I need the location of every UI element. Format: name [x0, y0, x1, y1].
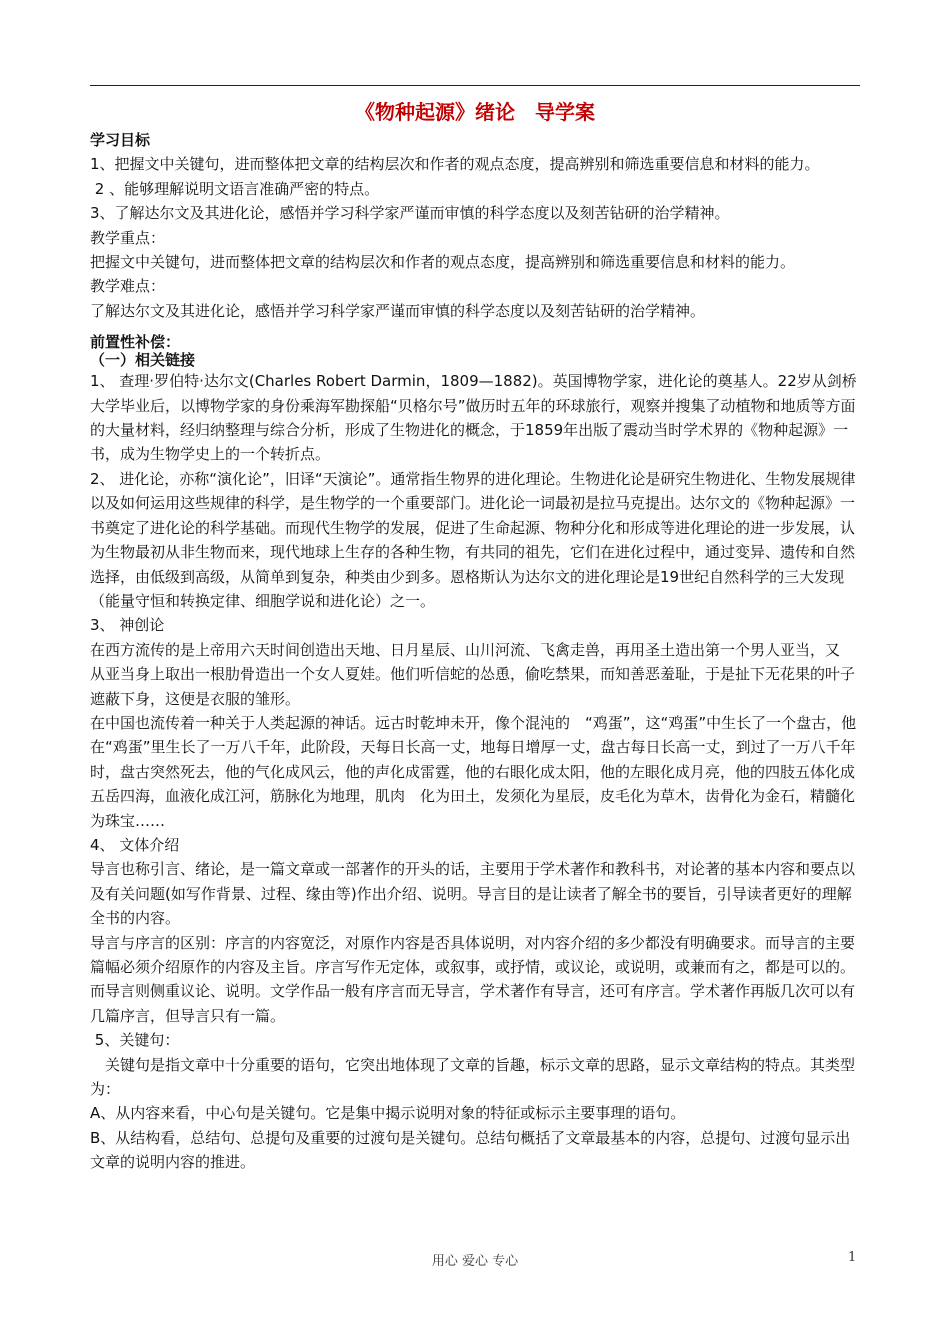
key-heading: 教学重点：	[90, 228, 166, 247]
item-5-type-b: B、从结构看，总结句、总提句及重要的过渡句是关键句。总结句概括了文章最基本的内容，总提句、过渡句显示出文章的说明内容的推进。	[90, 1128, 851, 1172]
item-3-heading: 3、 神创论	[90, 616, 165, 635]
key-text: 把握文中关键句，进而整体把文章的结构层次和作者的观点态度，提高辨别和筛选重要信息和材料的能力。	[90, 253, 796, 272]
header-rule	[90, 85, 860, 86]
difficulty-text: 了解达尔文及其进化论，感悟并学习科学家严谨而审慎的科学态度以及刻苦钻研的治学精神。	[90, 301, 706, 320]
page-number: 1	[848, 1250, 857, 1265]
item-4-heading: 4、 文体介绍	[90, 835, 180, 854]
item-5-heading: 5、关键句：	[90, 1031, 180, 1050]
item-5-paragraph-1: 关键句是指文章中十分重要的语句，它突出地体现了文章的旨趣，标示文章的思路，显示文章结构的特点。其类型为：	[90, 1055, 856, 1099]
difficulty-heading: 教学难点：	[90, 277, 166, 296]
document-title: 《物种起源》绪论 导学案	[355, 100, 595, 124]
goal-2: 2 、能够理解说明文语言准确严密的特点。	[90, 179, 380, 198]
section-gap	[90, 323, 862, 333]
item-4-paragraph-1: 导言也称引言、绪论，是一篇文章或一部著作的开头的话，主要用于学术著作和教科书，对论著的基本内容和要点以及有关问题(如写作背景、过程、缘由等)作出介绍、说明。导言目的是让读者了解全书的要旨，引导读者更好的理解全书的内容。	[90, 860, 856, 928]
pre-heading: 前置性补偿：	[90, 333, 181, 352]
item-3-paragraph-2: 在中国也流传着一种关于人类起源的神话。远古时乾坤未开，像个混沌的 “鸡蛋”，这“鸡蛋”中生长了一个盘古，他在“鸡蛋”里生长了一万八千年，此阶段，天每日长高一丈，地每日增厚一丈，盘古每日长高一丈，到过了一万八千年 时，盘古突然死去，他的气化成风云，他的声化成雷霆，他的右眼化成太阳，他的左眼化成月亮，他的四肢五体化成五岳四海，血液化成江河，筋脉化为地理，肌肉 化为田土，发须化为星辰，皮毛化为草木，齿骨化为金石，精髓化为珠宝……	[90, 713, 871, 830]
item-3-paragraph-1: 在西方流传的是上帝用六天时间创造出天地、日月星辰、山川河流、飞禽走兽，再用圣土造出第一个男人亚当，又 从亚当身上取出一根肋骨造出一个女人夏娃。他们听信蛇的怂恿，偷吃禁果，而知善恶羞耻，于是扯下无花果的叶子遮蔽下身，这便是衣服的雏形。	[90, 640, 856, 708]
document-body	[90, 128, 871, 1175]
item-1: 1、 查理·罗伯特·达尔文(Charles Robert Darmin，1809—1882)。英国博物学家，进化论的奠基人。22岁从剑桥大学毕业后，以博物学家的身份乘海军勘探船“贝格尔号”做历时五年的环球旅行，观察并搜集了动植物和地质等方面的大量材料，经归纳整理与综合分析，形成了生物进化的概念，于1859年出版了震动当时学术界的《物种起源》一书，成为生物学史上的一个转折点。	[90, 372, 857, 464]
item-4-paragraph-2: 导言与序言的区别：序言的内容宽泛，对原作内容是否具体说明，对内容介绍的多少都没有明确要求。而导言的主要篇幅必须介绍原作的内容及主旨。序言写作无定体，或叙事，或抒情，或议论，或说明，或兼而有之，都是可以的。而导言则侧重议论、说明。文学作品一般有序言而无导言，学术著作有导言，还可有序言。学术著作再版几次可以有几篇序言，但导言只有一篇。	[90, 933, 856, 1025]
goal-1: 1、把握文中关键句，进而整体把文章的结构层次和作者的观点态度，提高辨别和筛选重要信息和材料的能力。	[90, 155, 820, 174]
links-heading: （一）相关链接	[90, 351, 196, 370]
item-5-type-a: A、从内容来看，中心句是关键句。它是集中揭示说明对象的特征或标示主要事理的语句。	[90, 1104, 686, 1123]
goals-heading: 学习目标	[90, 131, 151, 149]
page-footer: 用心 爱心 专心	[431, 1254, 519, 1269]
goal-3: 3、了解达尔文及其进化论，感悟并学习科学家严谨而审慎的科学态度以及刻苦钻研的治学精神。	[90, 204, 730, 223]
item-2: 2、 进化论，亦称“演化论”，旧译“天演论”。通常指生物界的进化理论。生物进化论是研究生物进化、生物发展规律以及如何运用这些规律的科学，是生物学的一个重要部门。进化论一词最初是拉马克提出。达尔文的《物种起源》一书奠定了进化论的科学基础。而现代生物学的发展，促进了生命起源、物种分化和形成等进化理论的进一步发展，认为生物最初从非生物而来，现代地球上生存的各种生物，有共同的祖先，它们在进化过程中，通过变异、遗传和自然选择，由低级到高级，从简单到复杂，种类由少到多。恩格斯认为达尔文的进化理论是19世纪自然科学的三大发现（能量守恒和转换定律、细胞学说和进化论）之一。	[90, 469, 856, 610]
